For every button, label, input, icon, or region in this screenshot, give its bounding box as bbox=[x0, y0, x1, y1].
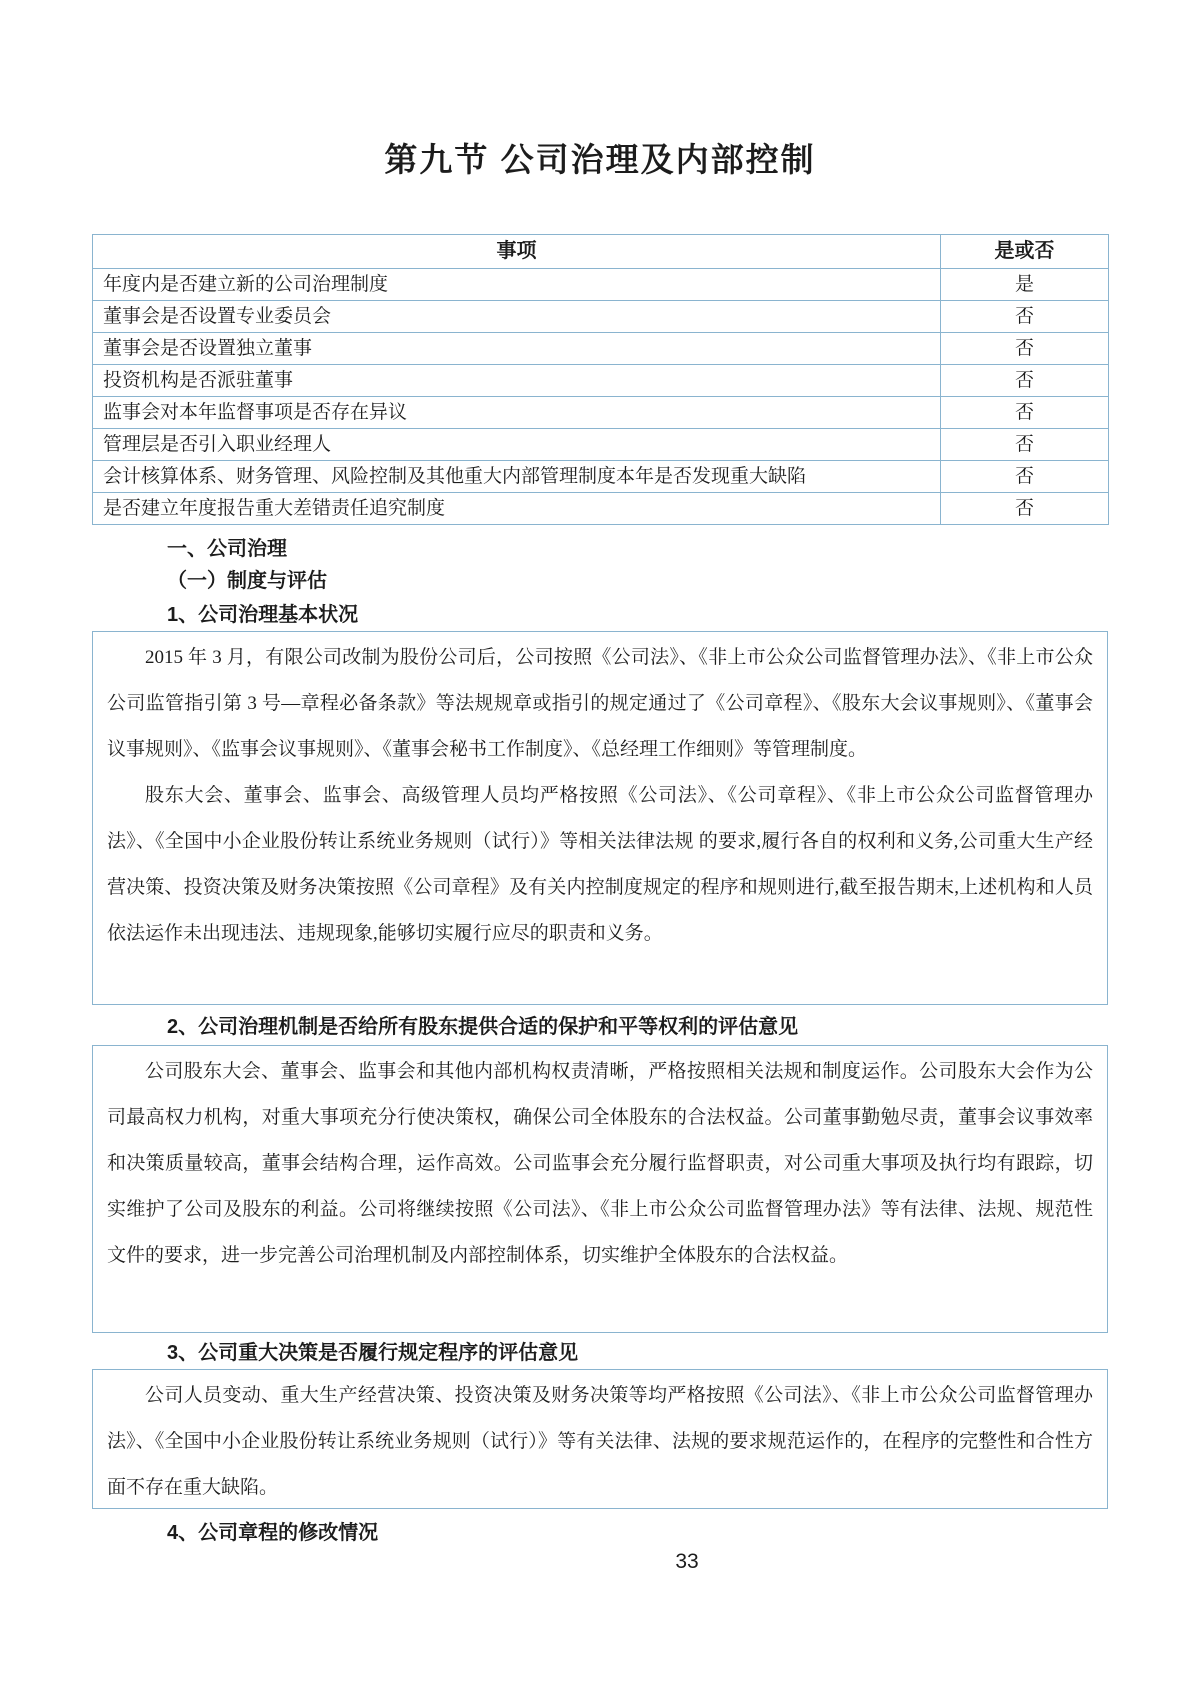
section-box-shareholder-protection bbox=[92, 1045, 1108, 1333]
table-header-item: 事项 bbox=[93, 235, 941, 269]
heading-articles-amendment: 4、公司章程的修改情况 bbox=[167, 1522, 379, 1544]
table-cell-item: 董事会是否设置专业委员会 bbox=[93, 301, 941, 333]
heading-corporate-governance: 一、公司治理 bbox=[167, 538, 287, 560]
table-cell-item: 会计核算体系、财务管理、风险控制及其他重大内部管理制度本年是否发现重大缺陷 bbox=[93, 461, 941, 493]
table-row bbox=[93, 493, 1109, 525]
table-cell-answer: 否 bbox=[941, 493, 1109, 525]
paragraph: 2015 年 3 月，有限公司改制为股份公司后，公司按照《公司法》、《非上市公众公司监督管理办法》、《非上市公众公司监管指引第 3 号—章程必备条款》等法规规章或指引的规定通过了《公司章程》、《股东大会议事规则》、《董事会议事规则》、《监事会议事规则》、《董事会秘书工作制度》、《总经理工作细则》等管理制度。 bbox=[107, 647, 1093, 760]
table-cell-item: 年度内是否建立新的公司治理制度 bbox=[93, 269, 941, 301]
paragraph: 公司人员变动、重大生产经营决策、投资决策及财务决策等均严格按照《公司法》、《非上市公众公司监督管理办法》、《全国中小企业股份转让系统业务规则（试行）》等有关法律、法规的要求规范运作的，在程序的完整性和合性方面不存在重大缺陷。 bbox=[107, 1385, 1093, 1498]
table-row bbox=[93, 365, 1109, 397]
section-box-governance-status bbox=[92, 631, 1108, 1005]
paragraph: 公司股东大会、董事会、监事会和其他内部机构权责清晰，严格按照相关法规和制度运作。公司股东大会作为公司最高权力机构，对重大事项充分行使决策权，确保公司全体股东的合法权益。公司董事勤勉尽责，董事会议事效率和决策质量较高，董事会结构合理，运作高效。公司监事会充分履行监督职责，对公司重大事项及执行均有跟踪，切实维护了公司及股东的利益。公司将继续按照《公司法》、《非上市公众公司监督管理办法》等有法律、法规、规范性文件的要求，进一步完善公司治理机制及内部控制体系，切实维护全体股东的合法权益。 bbox=[107, 1061, 1093, 1266]
table-row bbox=[93, 397, 1109, 429]
table-cell-item: 是否建立年度报告重大差错责任追究制度 bbox=[93, 493, 941, 525]
table-cell-answer: 否 bbox=[941, 429, 1109, 461]
table-cell-answer: 否 bbox=[941, 461, 1109, 493]
heading-system-and-assessment: （一）制度与评估 bbox=[167, 570, 327, 592]
section-box-major-decisions bbox=[92, 1369, 1108, 1509]
table-cell-answer: 否 bbox=[941, 365, 1109, 397]
table-row bbox=[93, 429, 1109, 461]
page-title: 第九节 公司治理及内部控制 bbox=[384, 141, 816, 178]
table-row bbox=[93, 269, 1109, 301]
paragraph: 股东大会、董事会、监事会、高级管理人员均严格按照《公司法》、《公司章程》、《非上市公众公司监督管理办法》、《全国中小企业股份转让系统业务规则（试行）》等相关法律法规 的要求,履行各自的权利和义务,公司重大生产经营决策、投资决策及财务决策按照《公司章程》及有关内控制度规定的程序和规则进行,截至报告期末,上述机构和人员依法运作未出现违法、违规现象,能够切实履行应尽的职责和义务。 bbox=[107, 785, 1093, 944]
table-cell-answer: 是 bbox=[941, 269, 1109, 301]
table-cell-item: 监事会对本年监督事项是否存在异议 bbox=[93, 397, 941, 429]
table-header-answer: 是或否 bbox=[941, 235, 1109, 269]
table-cell-item: 投资机构是否派驻董事 bbox=[93, 365, 941, 397]
table-row bbox=[93, 461, 1109, 493]
table-row bbox=[93, 301, 1109, 333]
table-row bbox=[93, 333, 1109, 365]
table-cell-item: 董事会是否设置独立董事 bbox=[93, 333, 941, 365]
page-number: 33 bbox=[675, 1550, 699, 1573]
table-cell-answer: 否 bbox=[941, 397, 1109, 429]
table-cell-answer: 否 bbox=[941, 301, 1109, 333]
table-header-row bbox=[93, 235, 1109, 269]
table-cell-answer: 否 bbox=[941, 333, 1109, 365]
heading-shareholder-protection-assessment: 2、公司治理机制是否给所有股东提供合适的保护和平等权利的评估意见 bbox=[167, 1016, 799, 1038]
governance-table bbox=[92, 234, 1109, 525]
table-cell-item: 管理层是否引入职业经理人 bbox=[93, 429, 941, 461]
heading-major-decision-procedure-assessment: 3、公司重大决策是否履行规定程序的评估意见 bbox=[167, 1342, 579, 1364]
heading-governance-basic-status: 1、公司治理基本状况 bbox=[167, 604, 359, 626]
